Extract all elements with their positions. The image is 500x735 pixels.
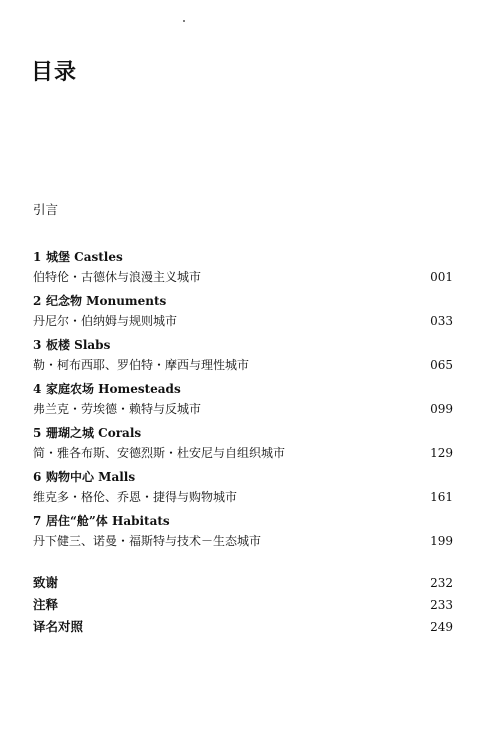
chapter-page-number: 099 [430, 402, 453, 416]
chapter-page-number: 001 [430, 270, 453, 284]
chapter-title: 纪念物 Monuments [46, 294, 167, 308]
chapter-page-number: 161 [430, 490, 453, 504]
toc-entry-acknowledgements[interactable] [33, 574, 453, 596]
back-matter-page-number: 232 [430, 576, 453, 590]
back-matter-label: 致谢 [33, 575, 59, 590]
toc-entry-glossary[interactable] [33, 618, 453, 640]
chapter-title: 城堡 Castles [46, 250, 123, 264]
toc-chapter-7[interactable] [33, 512, 453, 556]
chapter-title: 家庭农场 Homesteads [46, 382, 181, 396]
chapter-heading [33, 512, 170, 530]
chapter-number: 7 [33, 514, 42, 528]
chapter-number: 4 [33, 382, 42, 396]
toc-back-matter [33, 574, 453, 640]
chapter-title: 珊瑚之城 Corals [46, 426, 142, 440]
page-speck [183, 20, 185, 22]
chapter-subtitle: 勒・柯布西耶、罗伯特・摩西与理性城市 [33, 358, 250, 372]
chapter-number: 1 [33, 250, 42, 264]
chapter-page-number: 065 [430, 358, 453, 372]
chapter-title: 购物中心 Malls [46, 470, 136, 484]
toc-entry-notes[interactable] [33, 596, 453, 618]
toc-chapter-1[interactable] [33, 248, 453, 292]
chapter-subtitle: 弗兰克・劳埃德・赖特与反城市 [33, 402, 202, 416]
chapter-number: 3 [33, 338, 42, 352]
chapter-number: 6 [33, 470, 42, 484]
chapter-subtitle: 维克多・格伦、乔恩・捷得与购物城市 [33, 490, 238, 504]
toc-chapter-6[interactable] [33, 468, 453, 512]
chapter-heading [33, 292, 166, 310]
chapter-number: 5 [33, 426, 42, 440]
back-matter-label: 译名对照 [33, 619, 84, 634]
toc-chapter-3[interactable] [33, 336, 453, 380]
chapter-heading [33, 336, 110, 354]
toc-chapter-5[interactable] [33, 424, 453, 468]
back-matter-page-number: 249 [430, 620, 453, 634]
chapter-subtitle: 简・雅各布斯、安德烈斯・杜安尼与自组织城市 [33, 446, 286, 460]
chapter-heading [33, 424, 141, 442]
toc-chapter-list [33, 248, 453, 556]
chapter-subtitle: 丹尼尔・伯纳姆与规则城市 [33, 314, 178, 328]
chapter-page-number: 199 [430, 534, 453, 548]
chapter-page-number: 033 [430, 314, 453, 328]
chapter-subtitle: 伯特伦・古德休与浪漫主义城市 [33, 270, 202, 284]
chapter-title: 居住“舱”体 Habitats [46, 514, 170, 528]
chapter-subtitle: 丹下健三、诺曼・福斯特与技术－生态城市 [33, 534, 262, 548]
chapter-page-number: 129 [430, 446, 453, 460]
back-matter-label: 注释 [33, 597, 59, 612]
chapter-heading [33, 380, 181, 398]
chapter-title: 板楼 Slabs [46, 338, 111, 352]
chapter-heading [33, 248, 123, 266]
toc-chapter-4[interactable] [33, 380, 453, 424]
toc-entry-intro[interactable]: 引言 [33, 202, 59, 217]
chapter-heading [33, 468, 135, 486]
page-title: 目录 [31, 59, 78, 85]
chapter-number: 2 [33, 294, 42, 308]
toc-chapter-2[interactable] [33, 292, 453, 336]
back-matter-page-number: 233 [430, 598, 453, 612]
